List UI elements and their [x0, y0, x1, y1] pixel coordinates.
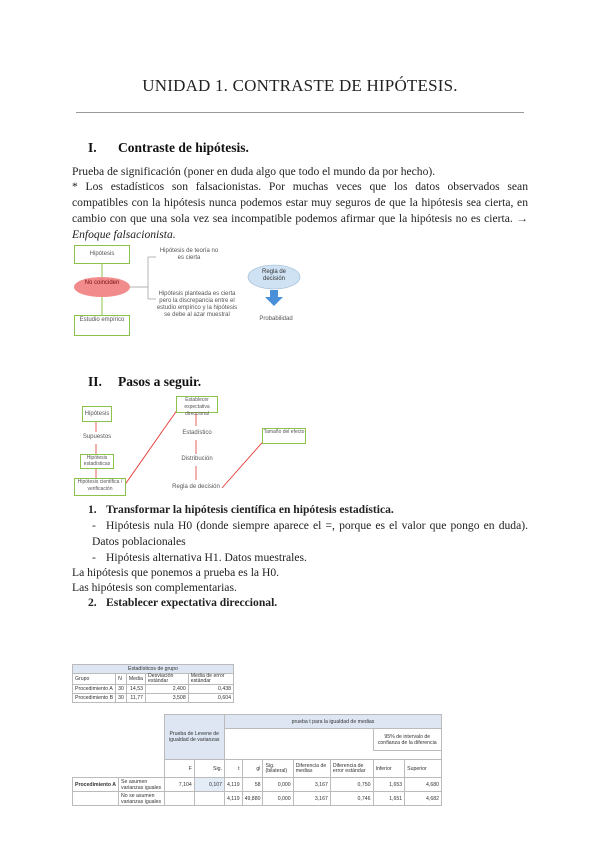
- steps-diagram: [72, 396, 320, 498]
- title-divider: [76, 112, 524, 113]
- table-cell: No se asumen varianzas iguales: [119, 792, 165, 806]
- table2-header: Superior: [405, 760, 442, 778]
- section-1-paragraph: [72, 179, 528, 243]
- step-1: [88, 502, 394, 518]
- step-2-number: 2.: [88, 596, 97, 609]
- text-mid: Hipótesis planteada es cierta pero la discrepancia entre el estudio empírico y la hipótesis se debe al azar muestral: [156, 291, 238, 318]
- t-test-table: [72, 714, 442, 806]
- table2-header: Sig.: [194, 760, 224, 778]
- table-cell: 30: [116, 694, 127, 703]
- step-2: [88, 595, 277, 611]
- line-b: Las hipótesis son complementarias.: [72, 581, 237, 594]
- node-regla: Regla de decisión: [172, 484, 220, 490]
- node-tamano-efecto: Tamaño del efecto: [262, 428, 306, 444]
- table-cell: 7,104: [164, 778, 194, 792]
- section-1-title: Contraste de hipótesis.: [118, 140, 249, 155]
- node-hipotesis-cientifica: Hipótesis científica / verificación: [74, 478, 126, 496]
- step-2-text: Establecer expectativa direccional.: [106, 596, 278, 609]
- node-hipotesis-estadisticas: Hipótesis estadísticas: [80, 454, 114, 469]
- table-cell: 2,400: [145, 685, 188, 694]
- section-1-number: I.: [88, 140, 97, 155]
- table1-header: Desviación estándar: [145, 674, 188, 685]
- step-1-number: 1.: [88, 503, 97, 516]
- node-expectativa: Establecer expectativa direccional: [176, 396, 218, 413]
- arrow-down-icon: [265, 297, 283, 306]
- table-cell: 58: [242, 778, 263, 792]
- table-cell: 0,107: [194, 778, 224, 792]
- table-cell: 0,000: [263, 792, 293, 806]
- section-2-title: Pasos a seguir.: [118, 374, 202, 389]
- estudio-box: Estudio empírico: [74, 315, 130, 336]
- page-title: UNIDAD 1. CONTRASTE DE HIPÓTESIS.: [142, 76, 458, 95]
- table2-header: gl: [242, 760, 263, 778]
- table-cell: 1,651: [373, 792, 405, 806]
- table-cell: 14,53: [126, 685, 145, 694]
- oval-label: No coinciden: [84, 280, 120, 286]
- table-cell: 0,000: [263, 778, 293, 792]
- table1-header: Media de error estándar: [188, 674, 233, 685]
- arrow-shaft: [270, 290, 278, 297]
- table2-header: Sig. (bilateral): [263, 760, 293, 778]
- node-hipotesis: Hipótesis: [82, 406, 112, 422]
- paragraph-italic: Enfoque falsacionista.: [72, 228, 176, 241]
- node-estadistico: Estadístico: [182, 430, 212, 436]
- table-cell: 3,508: [145, 694, 188, 703]
- ttest-title: prueba t para la igualdad de medias: [224, 715, 441, 729]
- line-a: La hipótesis que ponemos a prueba es la H0.: [72, 566, 280, 579]
- section-2-number: II.: [88, 374, 102, 389]
- table2-header: Diferencia de medias: [293, 760, 330, 778]
- node-distribucion: Distribución: [181, 456, 213, 462]
- table2-header: Inferior: [373, 760, 405, 778]
- levene-title: Prueba de Levene de igualdad de varianzas: [164, 715, 224, 760]
- node-supuestos: Supuestos: [82, 434, 112, 440]
- table-cell: 4,119: [224, 778, 242, 792]
- ci-title: 95% de intervalo de confianza de la diferencia: [373, 729, 442, 751]
- table2-header: t: [224, 760, 242, 778]
- table2-header: Diferencia de error estándar: [330, 760, 373, 778]
- connector: [124, 406, 180, 486]
- section-1-heading: [88, 140, 249, 156]
- table-cell: 30: [116, 685, 127, 694]
- table-row: [73, 685, 234, 694]
- table-cell: 49,880: [242, 792, 263, 806]
- table-cell: 3,167: [293, 778, 330, 792]
- table1-header: Media: [126, 674, 145, 685]
- table2-header: F: [164, 760, 194, 778]
- table-cell: 4,682: [405, 792, 442, 806]
- table-cell: 0,604: [188, 694, 233, 703]
- regla-label: Regla de decisión: [261, 269, 287, 282]
- table-cell: 0,746: [330, 792, 373, 806]
- row-label: Procedimiento A: [73, 778, 119, 792]
- bullet-2: - Hipótesis alternativa H1. Datos muestrales.: [92, 551, 307, 564]
- table-cell: [164, 792, 194, 806]
- table-cell: [194, 792, 224, 806]
- table-cell: 0,750: [330, 778, 373, 792]
- text-top: Hipótesis de teoría no es cierta: [159, 248, 219, 261]
- table-cell: Procedimiento A: [73, 685, 116, 694]
- table1-title: Estadísticos de grupo: [73, 665, 234, 674]
- table1-header: N: [116, 674, 127, 685]
- table-cell: Procedimiento B: [73, 694, 116, 703]
- section-2-heading: [88, 374, 201, 390]
- table-cell: 3,167: [293, 792, 330, 806]
- section-1-line1: Prueba de significación (poner en duda algo que todo el mundo da por hecho).: [72, 165, 436, 178]
- bullet-1-text: Hipótesis nula H0 (donde siempre aparece el =, porque es el valor que pongo en duda). Datos poblacionales: [92, 519, 528, 548]
- hypothesis-diagram: [72, 243, 332, 335]
- table-row: [73, 778, 442, 792]
- table-cell: 4,119: [224, 792, 242, 806]
- table-cell: 0,438: [188, 685, 233, 694]
- hipotesis-box: Hipótesis: [74, 245, 130, 264]
- table-cell: Se asumen varianzas iguales: [119, 778, 165, 792]
- paragraph-text: * Los estadísticos son falsacionistas. Por muchas veces que los datos observados sean compatibles con la hipótesis nunca podemos estar muy seguros de que la hipótesis sea cierta, en cambio con que una sola vez sea incompatible podemos afirmar que la hipótesis no es cierta. →: [72, 180, 528, 225]
- probabilidad-label: Probabilidad: [259, 316, 293, 322]
- bullet-2-text: Hipótesis alternativa H1. Datos muestrales.: [106, 551, 307, 564]
- table-row: [73, 694, 234, 703]
- table-cell: 11,77: [126, 694, 145, 703]
- table-cell: 1,653: [373, 778, 405, 792]
- table1-header: Grupo: [73, 674, 116, 685]
- group-stats-table: [72, 664, 234, 703]
- table-cell: 4,680: [405, 778, 442, 792]
- table-row: [73, 792, 442, 806]
- step-1-text: Transformar la hipótesis científica en hipótesis estadística.: [106, 503, 394, 516]
- bullet-1: - Hipótesis nula H0 (donde siempre aparece el =, porque es el valor que pongo en duda). Datos poblacionales: [92, 519, 528, 548]
